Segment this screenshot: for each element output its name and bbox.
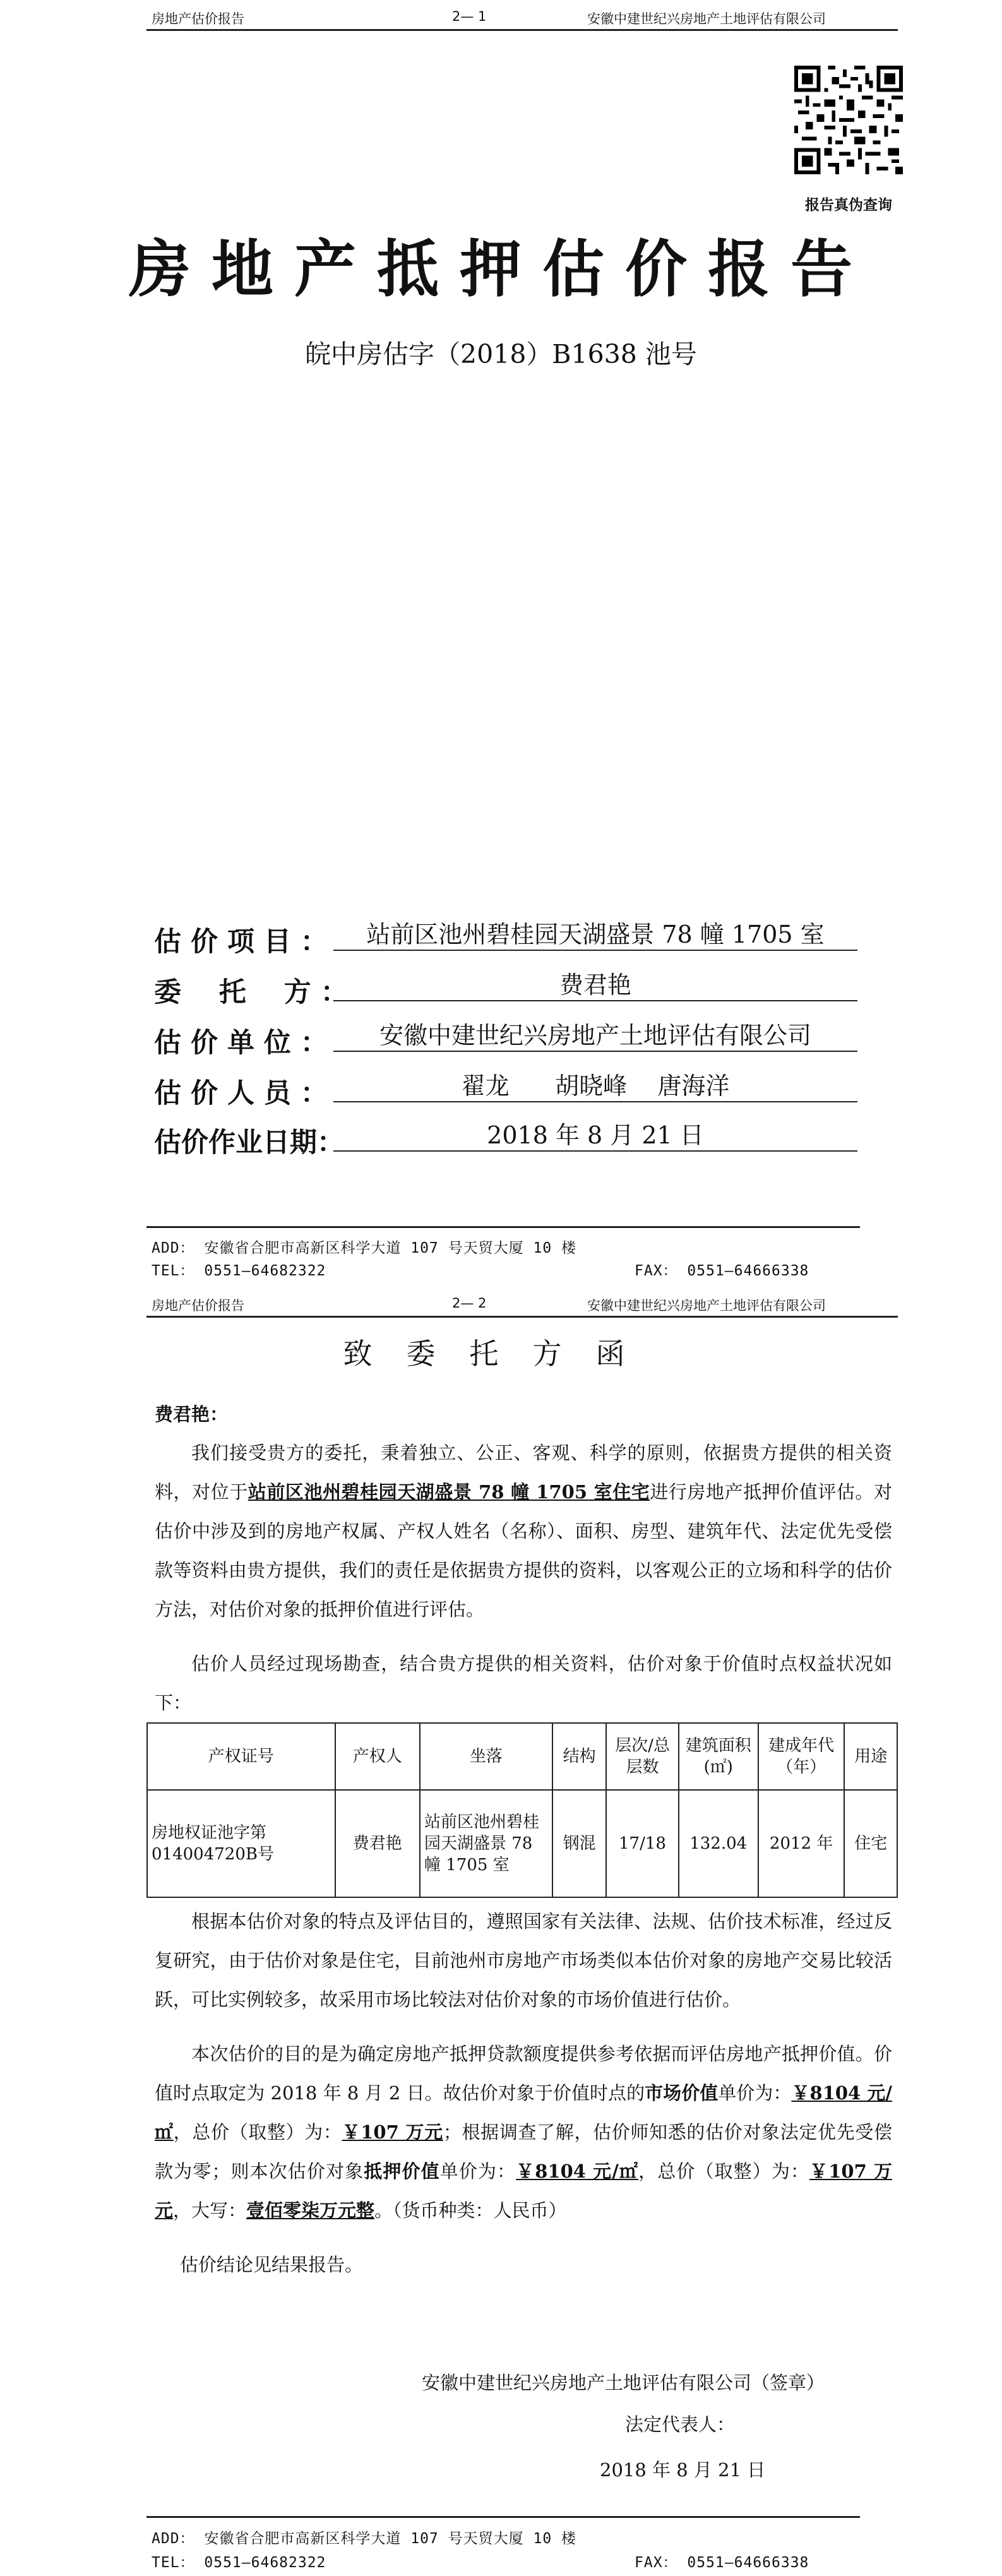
- info-value-project: 站前区池州碧桂园天湖盛景 78 幢 1705 室: [333, 921, 857, 951]
- letter-title: 致委托方函: [343, 1337, 659, 1371]
- report-number: 皖中房估字（2018）B1638 池号: [305, 339, 697, 369]
- table-header-cell: 产权人: [335, 1723, 420, 1790]
- property-rights-table: [146, 1722, 898, 1898]
- qr-caption: 报告真伪查询: [805, 196, 892, 213]
- table-cell-year: 2012 年: [758, 1790, 845, 1897]
- market-unit-price: ￥8104 元/㎡: [155, 2082, 892, 2143]
- table-header-cell: 层次/总层数: [606, 1723, 678, 1790]
- page1-footer-rule: [146, 1226, 860, 1228]
- market-total-price: ￥107 万元: [342, 2121, 443, 2143]
- mortgage-unit-price: ￥8104 元/㎡: [516, 2161, 639, 2182]
- mortgage-total-price: ￥107 万元: [155, 2161, 892, 2221]
- info-label-date: 估价作业日期：: [154, 1127, 344, 1159]
- paragraph-intro: 我们接受贵方的委托，秉着独立、公正、客观、科学的原则，依据贵方提供的相关资料，对位于站前区池州碧桂园天湖盛景 78 幢 1705 室住宅进行房地产抵押价值评估。对估价中涉及到的房地产权属、产权人姓名（名称）、面积、房型、建筑年代、法定优先受偿款等资料由贵方提供，我们的责任是依据贵方提供的资料，以客观公正的立场和科学的估价方法，对估价对象的抵押价值进行评估。: [155, 1442, 892, 1620]
- page1-header-page-number: 2— 1: [452, 9, 487, 24]
- table-header-row: [147, 1723, 897, 1790]
- table-row: [147, 1790, 897, 1897]
- info-label-appraiser-org: 估 价 单 位 ：: [154, 1027, 328, 1059]
- market-value-label: 市场价值: [645, 2082, 719, 2104]
- table-header-cell: 坐落: [420, 1723, 552, 1790]
- table-cell-owner: 费君艳: [335, 1790, 420, 1897]
- info-value-appraiser-org: 安徽中建世纪兴房地产土地评估有限公司: [333, 1022, 857, 1052]
- paragraph-see-results: 估价结论见结果报告。: [180, 2254, 364, 2275]
- table-cell-floor: 17/18: [606, 1790, 678, 1897]
- table-cell-structure: 钢混: [552, 1790, 607, 1897]
- report-title: 房地产抵押估价报告: [128, 233, 873, 306]
- info-value-client: 费君艳: [333, 971, 857, 1001]
- page2-footer-address: ADD： 安徽省合肥市高新区科学大道 107 号天贸大厦 10 楼: [152, 2531, 577, 2547]
- page1-header-rule: [146, 29, 898, 31]
- info-label-project: 估 价 项 目 ：: [154, 926, 328, 958]
- page2-footer-rule: [146, 2516, 860, 2518]
- page2-header-rule: [146, 1316, 898, 1318]
- table-cell-cert-no: 房地权证池字第014004720B号: [147, 1790, 335, 1897]
- page2-footer-fax: FAX： 0551—64666338: [635, 2555, 809, 2571]
- info-value-date: 2018 年 8 月 21 日: [333, 1121, 857, 1152]
- table-cell-area: 132.04: [679, 1790, 758, 1897]
- signature-legal-rep: 法定代表人：: [625, 2414, 736, 2435]
- mortgage-value-label: 抵押价值: [364, 2161, 440, 2182]
- page1-footer-address: ADD： 安徽省合肥市高新区科学大道 107 号天贸大厦 10 楼: [152, 1240, 577, 1256]
- property-location: 站前区池州碧桂园天湖盛景 78 幢 1705 室住宅: [248, 1481, 650, 1503]
- table-header-cell: 产权证号: [147, 1723, 335, 1790]
- info-value-appraisers: 翟龙 胡晓峰 唐海洋: [333, 1072, 857, 1102]
- info-label-appraisers: 估 价 人 员 ：: [154, 1078, 328, 1109]
- signature-company: 安徽中建世纪兴房地产土地评估有限公司（签章）: [422, 2372, 825, 2394]
- table-header-cell: 用途: [844, 1723, 897, 1790]
- table-cell-location: 站前区池州碧桂园天湖盛景 78 幢 1705 室: [420, 1790, 552, 1897]
- page2-header-company: 安徽中建世纪兴房地产土地评估有限公司: [587, 1298, 826, 1313]
- info-label-client: 委 托 方 ：: [154, 977, 348, 1008]
- signature-date: 2018 年 8 月 21 日: [600, 2459, 766, 2481]
- page1-header-left: 房地产估价报告: [152, 11, 244, 27]
- qr-code-icon[interactable]: [794, 66, 903, 174]
- paragraph-conclusion: 本次估价的目的是为确定房地产抵押贷款额度提供参考依据而评估房地产抵押价值。价值时点取定为 2018 年 8 月 2 日。故估价对象于价值时点的市场价值单价为：￥8104 元/㎡，总价（取整）为：￥107 万元；根据调查了解，估价师知悉的估价对象法定优先受偿款为零；则本次估价对象抵押价值单价为：￥8104 元/㎡，总价（取整）为：￥107 万元，大写：壹佰零柒万元整。（货币种类：人民币）: [155, 2043, 892, 2221]
- table-header-cell: 建筑面积(㎡): [679, 1723, 758, 1790]
- paragraph-method: 根据本估价对象的特点及评估目的，遵照国家有关法律、法规、估价技术标准，经过反复研究，由于估价对象是住宅，目前池州市房地产市场类似本估价对象的房地产交易比较活跃，可比实例较多，故采用市场比较法对估价对象的市场价值进行估价。: [155, 1911, 892, 2010]
- page2-header-page-number: 2— 2: [452, 1296, 487, 1311]
- paragraph-survey: 估价人员经过现场勘查，结合贵方提供的相关资料，估价对象于价值时点权益状况如下：: [155, 1653, 892, 1714]
- page1-footer-tel: TEL： 0551—64682322: [152, 1263, 326, 1279]
- mortgage-total-in-words: 壹佰零柒万元整: [246, 2200, 375, 2221]
- page2-footer-tel: TEL： 0551—64682322: [152, 2555, 326, 2571]
- salutation: 费君艳：: [155, 1404, 229, 1425]
- page1-footer-fax: FAX： 0551—64666338: [635, 1263, 809, 1279]
- table-header-cell: 建成年代（年）: [758, 1723, 845, 1790]
- table-cell-usage: 住宅: [844, 1790, 897, 1897]
- page1-header-company: 安徽中建世纪兴房地产土地评估有限公司: [587, 11, 826, 27]
- table-header-cell: 结构: [552, 1723, 607, 1790]
- page2-header-left: 房地产估价报告: [152, 1298, 244, 1313]
